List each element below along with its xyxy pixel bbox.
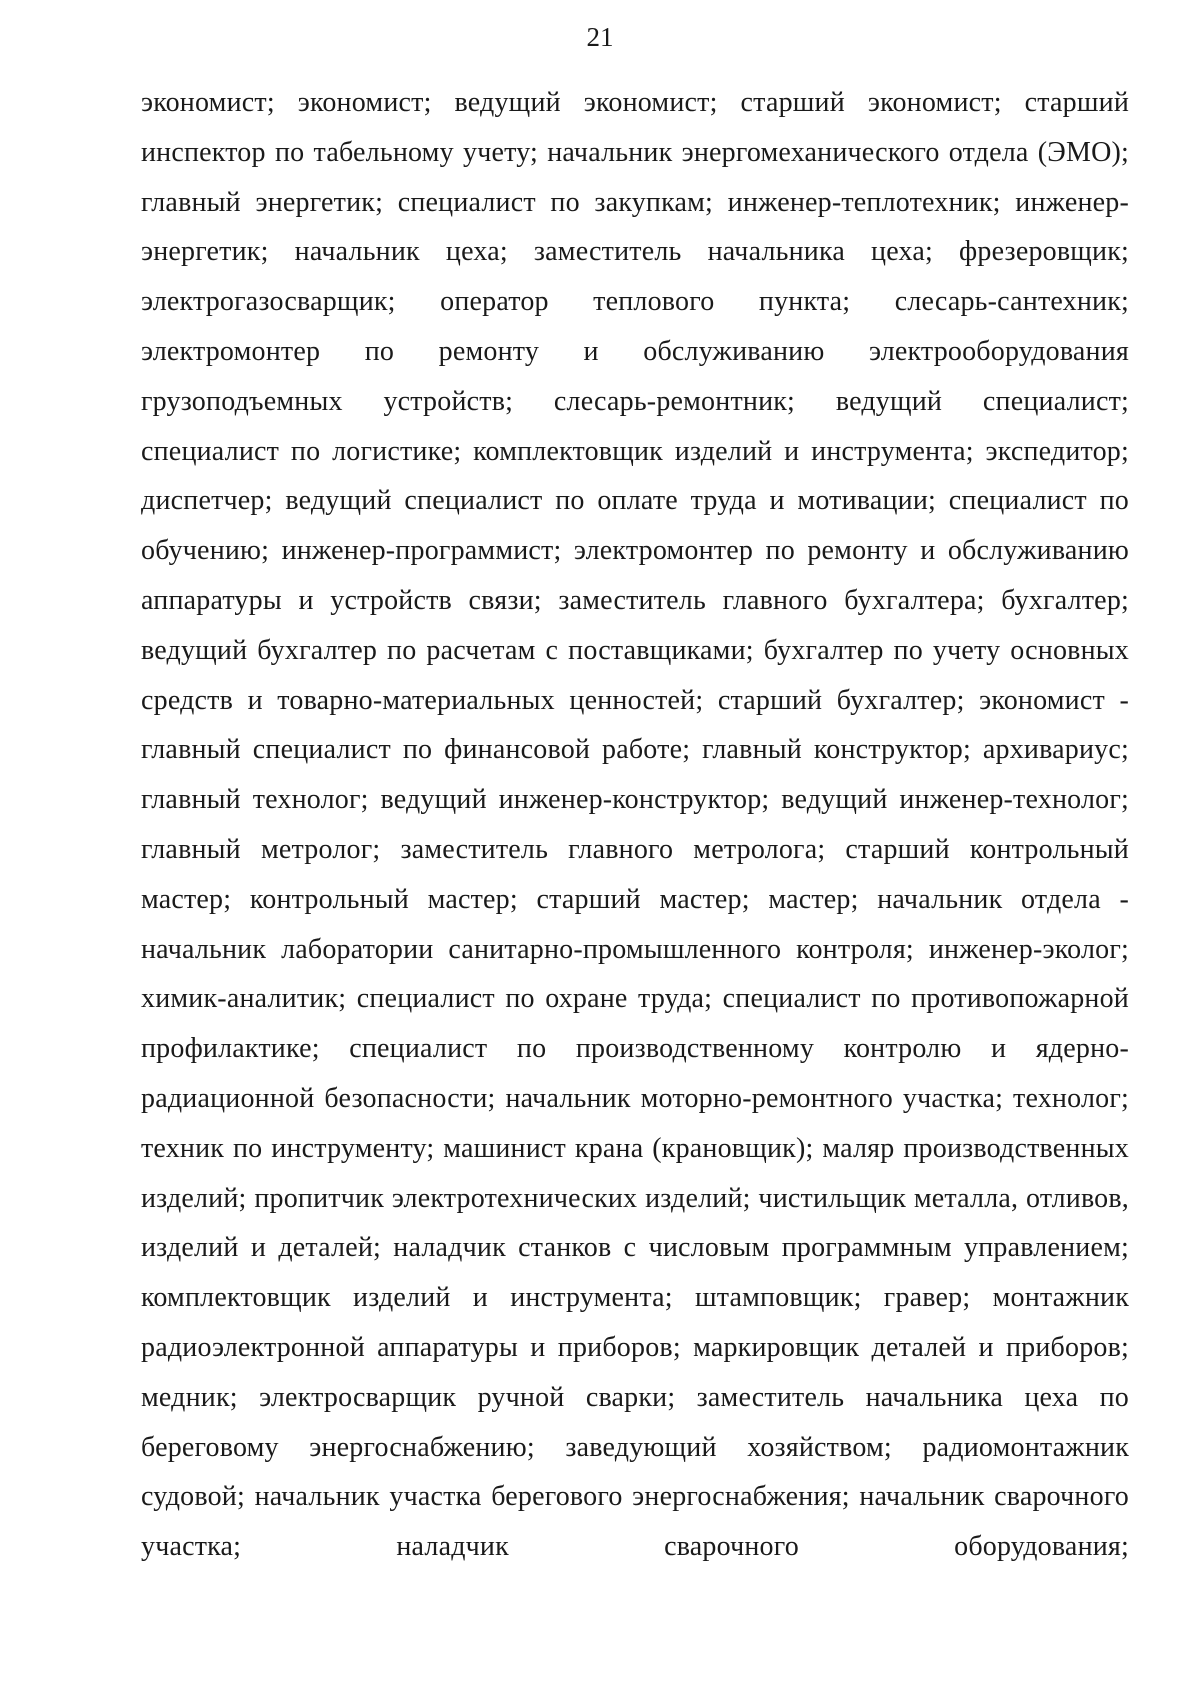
- body-text: экономист; экономист; ведущий экономист; старший экономист; старший инспектор по табельному учету; начальник энергомеханического отдела (ЭМО); главный энергетик; специалист по закупкам; инженер-теплотехник; инженер-энергетик; начальник цеха; заместитель начальника цеха; фрезеровщик; электрогазосварщик; оператор теплового пункта; слесарь-сантехник; электромонтер по ремонту и обслуживанию электрооборудования грузоподъемных устройств; слесарь-ремонтник; ведущий специалист; специалист по логистике; комплектовщик изделий и инструмента; экспедитор; диспетчер; ведущий специалист по оплате труда и мотивации; специалист по обучению; инженер-программист; электромонтер по ремонту и обслуживанию аппаратуры и устройств связи; заместитель главного бухгалтера; бухгалтер; ведущий бухгалтер по расчетам с поставщиками; бухгалтер по учету основных средств и товарно-материальных ценностей; старший бухгалтер; экономист - главный специалист по финансовой работе; главный конструктор; архивариус; главный технолог; ведущий инженер-конструктор; ведущий инженер-технолог; главный метролог; заместитель главного метролога; старший контрольный мастер; контрольный мастер; старший мастер; мастер; начальник отдела - начальник лаборатории санитарно-промышленного контроля; инженер-эколог; химик-аналитик; специалист по охране труда; специалист по противопожарной профилактике; специалист по производственному контролю и ядерно-радиационной безопасности; начальник моторно-ремонтного участка; технолог; техник по инструменту; машинист крана (крановщик); маляр производственных изделий; пропитчик электротехнических изделий; чистильщик металла, отливов, изделий и деталей; наладчик станков с числовым программным управлением; комплектовщик изделий и инструмента; штамповщик; гравер; монтажник радиоэлектронной аппаратуры и приборов; маркировщик деталей и приборов; медник; электросварщик ручной сварки; заместитель начальника цеха по береговому энергоснабжению; заведующий хозяйством; радиомонтажник судовой; начальник участка берегового энергоснабжения; начальник сварочного участка; наладчик сварочного оборудования;: [141, 87, 1129, 1563]
- page-number: 21: [586, 22, 614, 52]
